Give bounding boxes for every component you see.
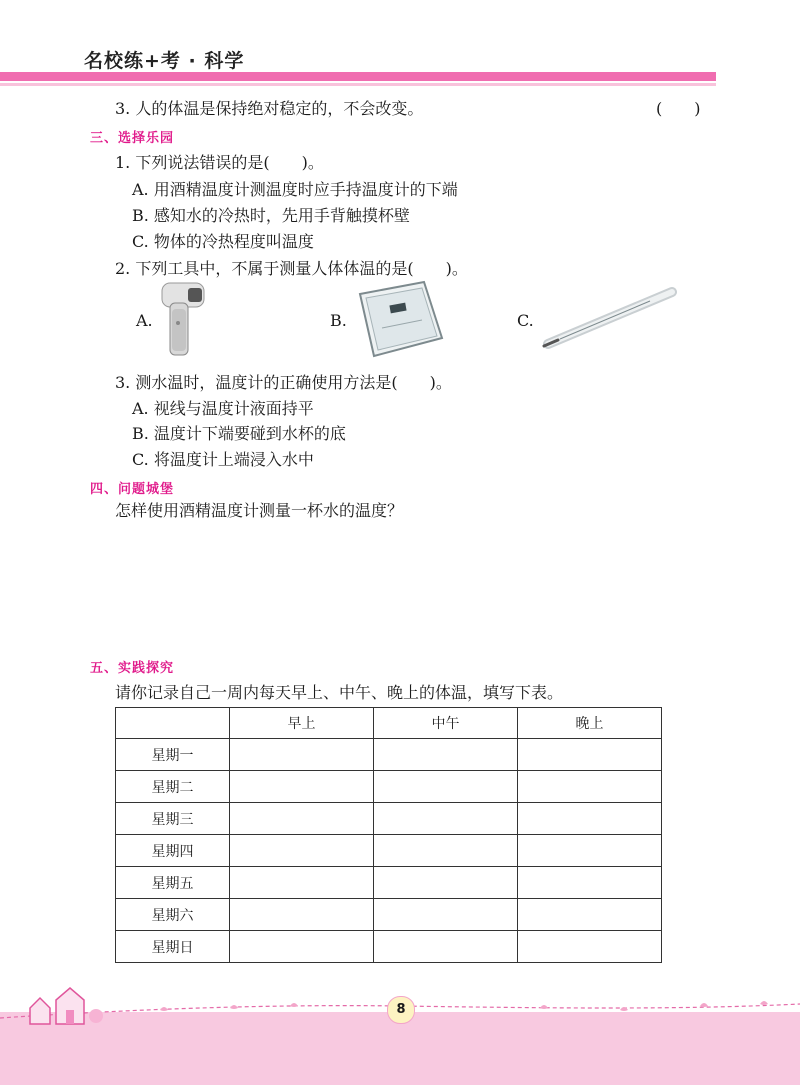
infrared-thermometer-image <box>156 279 208 359</box>
mc-q3-option-a[interactable]: A. 视线与温度计液面持平 <box>132 399 314 418</box>
table-row <box>116 771 662 803</box>
page-number: 8 <box>387 996 415 1024</box>
cell[interactable] <box>374 771 518 803</box>
header-band-thin <box>0 83 716 86</box>
table-row <box>116 899 662 931</box>
row-label: 星期六 <box>116 899 230 931</box>
mc-q1-option-b[interactable]: B. 感知水的冷热时，先用手背触摸杯壁 <box>132 206 410 225</box>
cell[interactable] <box>518 739 662 771</box>
cell[interactable] <box>374 803 518 835</box>
cell[interactable] <box>230 771 374 803</box>
table-row <box>116 835 662 867</box>
bathroom-scale-image <box>352 278 446 360</box>
row-label: 星期三 <box>116 803 230 835</box>
open-question: 怎样使用酒精温度计测量一杯水的温度？ <box>115 501 404 520</box>
section-title-question: 四、问题城堡 <box>90 482 175 497</box>
mc-q2-option-a-label[interactable]: A. <box>136 311 153 330</box>
table-row <box>116 931 662 963</box>
cell[interactable] <box>230 899 374 931</box>
table-row <box>116 803 662 835</box>
section-title-choice: 三、选择乐园 <box>90 131 175 146</box>
cell[interactable] <box>518 803 662 835</box>
table-header-evening: 晚上 <box>518 708 662 739</box>
mc-q2-option-c-label[interactable]: C. <box>517 311 534 330</box>
mc-q1-option-c[interactable]: C. 物体的冷热程度叫温度 <box>132 232 314 251</box>
row-label: 星期日 <box>116 931 230 963</box>
cell[interactable] <box>374 931 518 963</box>
mc-question-2: 2. 下列工具中，不属于测量人体体温的是( )。 <box>115 259 468 278</box>
table-header-morning: 早上 <box>230 708 374 739</box>
cell[interactable] <box>518 931 662 963</box>
table-row <box>116 739 662 771</box>
temperature-table <box>115 707 662 963</box>
cell[interactable] <box>230 867 374 899</box>
mc-q3-option-c[interactable]: C. 将温度计上端浸入水中 <box>132 450 314 469</box>
mc-q1-option-a[interactable]: A. 用酒精温度计测温度时应手持温度计的下端 <box>132 180 458 199</box>
mc-question-1: 1. 下列说法错误的是( )。 <box>115 153 324 172</box>
table-header-noon: 中午 <box>374 708 518 739</box>
clinical-thermometer-image <box>540 286 678 350</box>
table-header-corner <box>116 708 230 739</box>
cell[interactable] <box>518 899 662 931</box>
cell[interactable] <box>374 739 518 771</box>
cell[interactable] <box>374 867 518 899</box>
cell[interactable] <box>374 899 518 931</box>
cell[interactable] <box>230 931 374 963</box>
row-label: 星期四 <box>116 835 230 867</box>
tf-question-3: 3. 人的体温是保持绝对稳定的，不会改变。 <box>115 99 424 118</box>
cell[interactable] <box>518 867 662 899</box>
page-header-title: 名校练+考 · 科学 <box>84 50 245 72</box>
cell[interactable] <box>230 803 374 835</box>
mc-question-3: 3. 测水温时，温度计的正确使用方法是( )。 <box>115 373 452 392</box>
practice-instruction: 请你记录自己一周内每天早上、中午、晚上的体温，填写下表。 <box>115 683 564 702</box>
section-title-practice: 五、实践探究 <box>90 661 175 676</box>
row-label: 星期一 <box>116 739 230 771</box>
cell[interactable] <box>518 835 662 867</box>
mc-q2-option-b-label[interactable]: B. <box>330 311 347 330</box>
row-label: 星期二 <box>116 771 230 803</box>
table-row <box>116 867 662 899</box>
mc-q3-option-b[interactable]: B. 温度计下端要碰到水杯的底 <box>132 424 346 443</box>
cell[interactable] <box>518 771 662 803</box>
cell[interactable] <box>374 835 518 867</box>
cell[interactable] <box>230 739 374 771</box>
table-header-row <box>116 708 662 739</box>
cell[interactable] <box>230 835 374 867</box>
row-label: 星期五 <box>116 867 230 899</box>
answer-area[interactable] <box>115 525 665 645</box>
tf-answer-blank[interactable]: ( ) <box>656 99 701 118</box>
header-band <box>0 72 716 81</box>
